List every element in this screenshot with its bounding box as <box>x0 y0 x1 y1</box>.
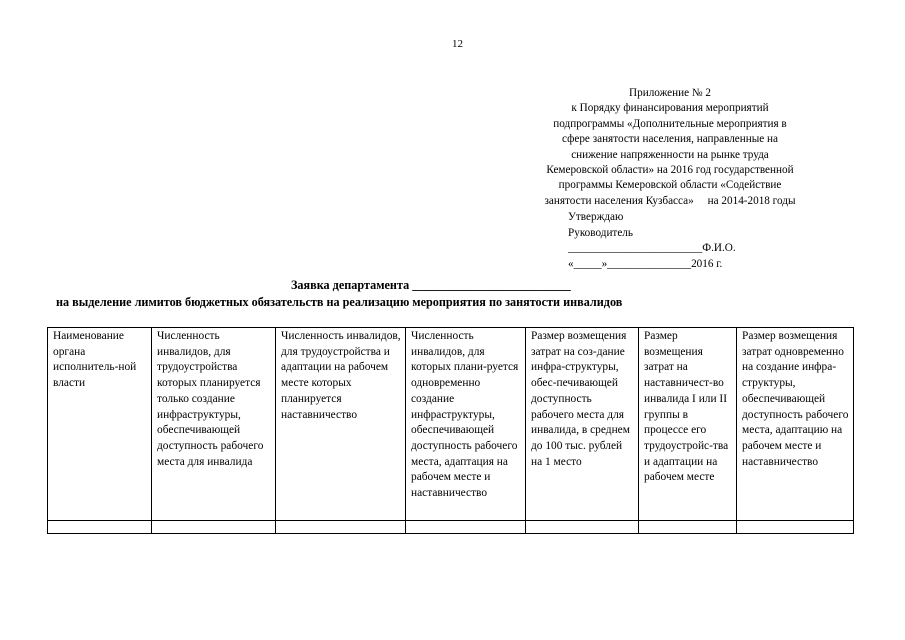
document-subtitle: на выделение лимитов бюджетных обязательств на реализацию мероприятия по занятости инвалидов <box>56 295 623 309</box>
approver-position: Руководитель <box>568 226 633 239</box>
column-header-mentoring-cost: Размер возмещения затрат на наставничест-во инвалида I или II группы в процессе его трудоустройс-тва и адаптации на рабочем месте <box>639 328 737 521</box>
column-header-authority: Наименование органа исполнитель-ной власти <box>48 328 152 521</box>
column-header-combined-count: Численность инвалидов, для которых плани-руется одновременно создание инфраструктуры, обеспечивающей доступность рабочего места, адаптация на рабочем месте и наставничество <box>406 328 526 521</box>
appendix-line: сфере занятости населения, направленные на <box>562 133 778 146</box>
column-header-infrastructure-count: Численность инвалидов, для трудоустройства которых планируется только создание инфраструктуры, обеспечивающей доступность рабочего места для инвалида <box>152 328 276 521</box>
table-header-row <box>48 328 854 521</box>
appendix-header <box>515 86 825 209</box>
appendix-line: подпрограммы «Дополнительные мероприятия в <box>553 117 787 130</box>
column-header-mentoring-count: Численность инвалидов, для трудоустройства и адаптации на рабочем месте которых планируется наставничество <box>276 328 406 521</box>
table-cell[interactable] <box>152 521 276 534</box>
appendix-line: программы Кемеровской области «Содействие <box>558 179 782 192</box>
column-header-infrastructure-cost: Размер возмещения затрат на соз-дание инфра-структуры, обес-печивающей доступность рабочего места для инвалида, в среднем до 100 тыс. рублей на 1 место <box>526 328 639 521</box>
table-cell[interactable] <box>48 521 152 534</box>
table-cell[interactable] <box>406 521 526 534</box>
appendix-line: занятости населения Кузбасса» на 2014-2018 годы <box>544 194 796 207</box>
appendix-line: к Порядку финансирования мероприятий <box>571 102 769 115</box>
table-cell[interactable] <box>639 521 737 534</box>
date-line: «_____»_______________2016 г. <box>568 257 723 270</box>
appendix-line: Приложение № 2 <box>629 87 711 99</box>
table-cell[interactable] <box>737 521 854 534</box>
appendix-line: Кемеровской области» на 2016 год государственной <box>546 164 794 177</box>
column-header-combined-cost: Размер возмещения затрат одновременно на создание инфра-структуры, обеспечивающей доступность рабочего места, адаптацию на рабочем месте и наставничество <box>737 328 854 521</box>
request-table <box>47 327 854 534</box>
appendix-line: снижение напряженности на рынке труда <box>571 148 769 161</box>
approval-block <box>568 210 736 272</box>
signature-line: ________________________Ф.И.О. <box>568 242 736 254</box>
document-title: Заявка департамента __________________________ <box>291 278 571 292</box>
approve-label: Утверждаю <box>568 211 624 223</box>
table-cell[interactable] <box>276 521 406 534</box>
page-number: 12 <box>452 38 463 50</box>
table-row <box>48 521 854 534</box>
table-cell[interactable] <box>526 521 639 534</box>
